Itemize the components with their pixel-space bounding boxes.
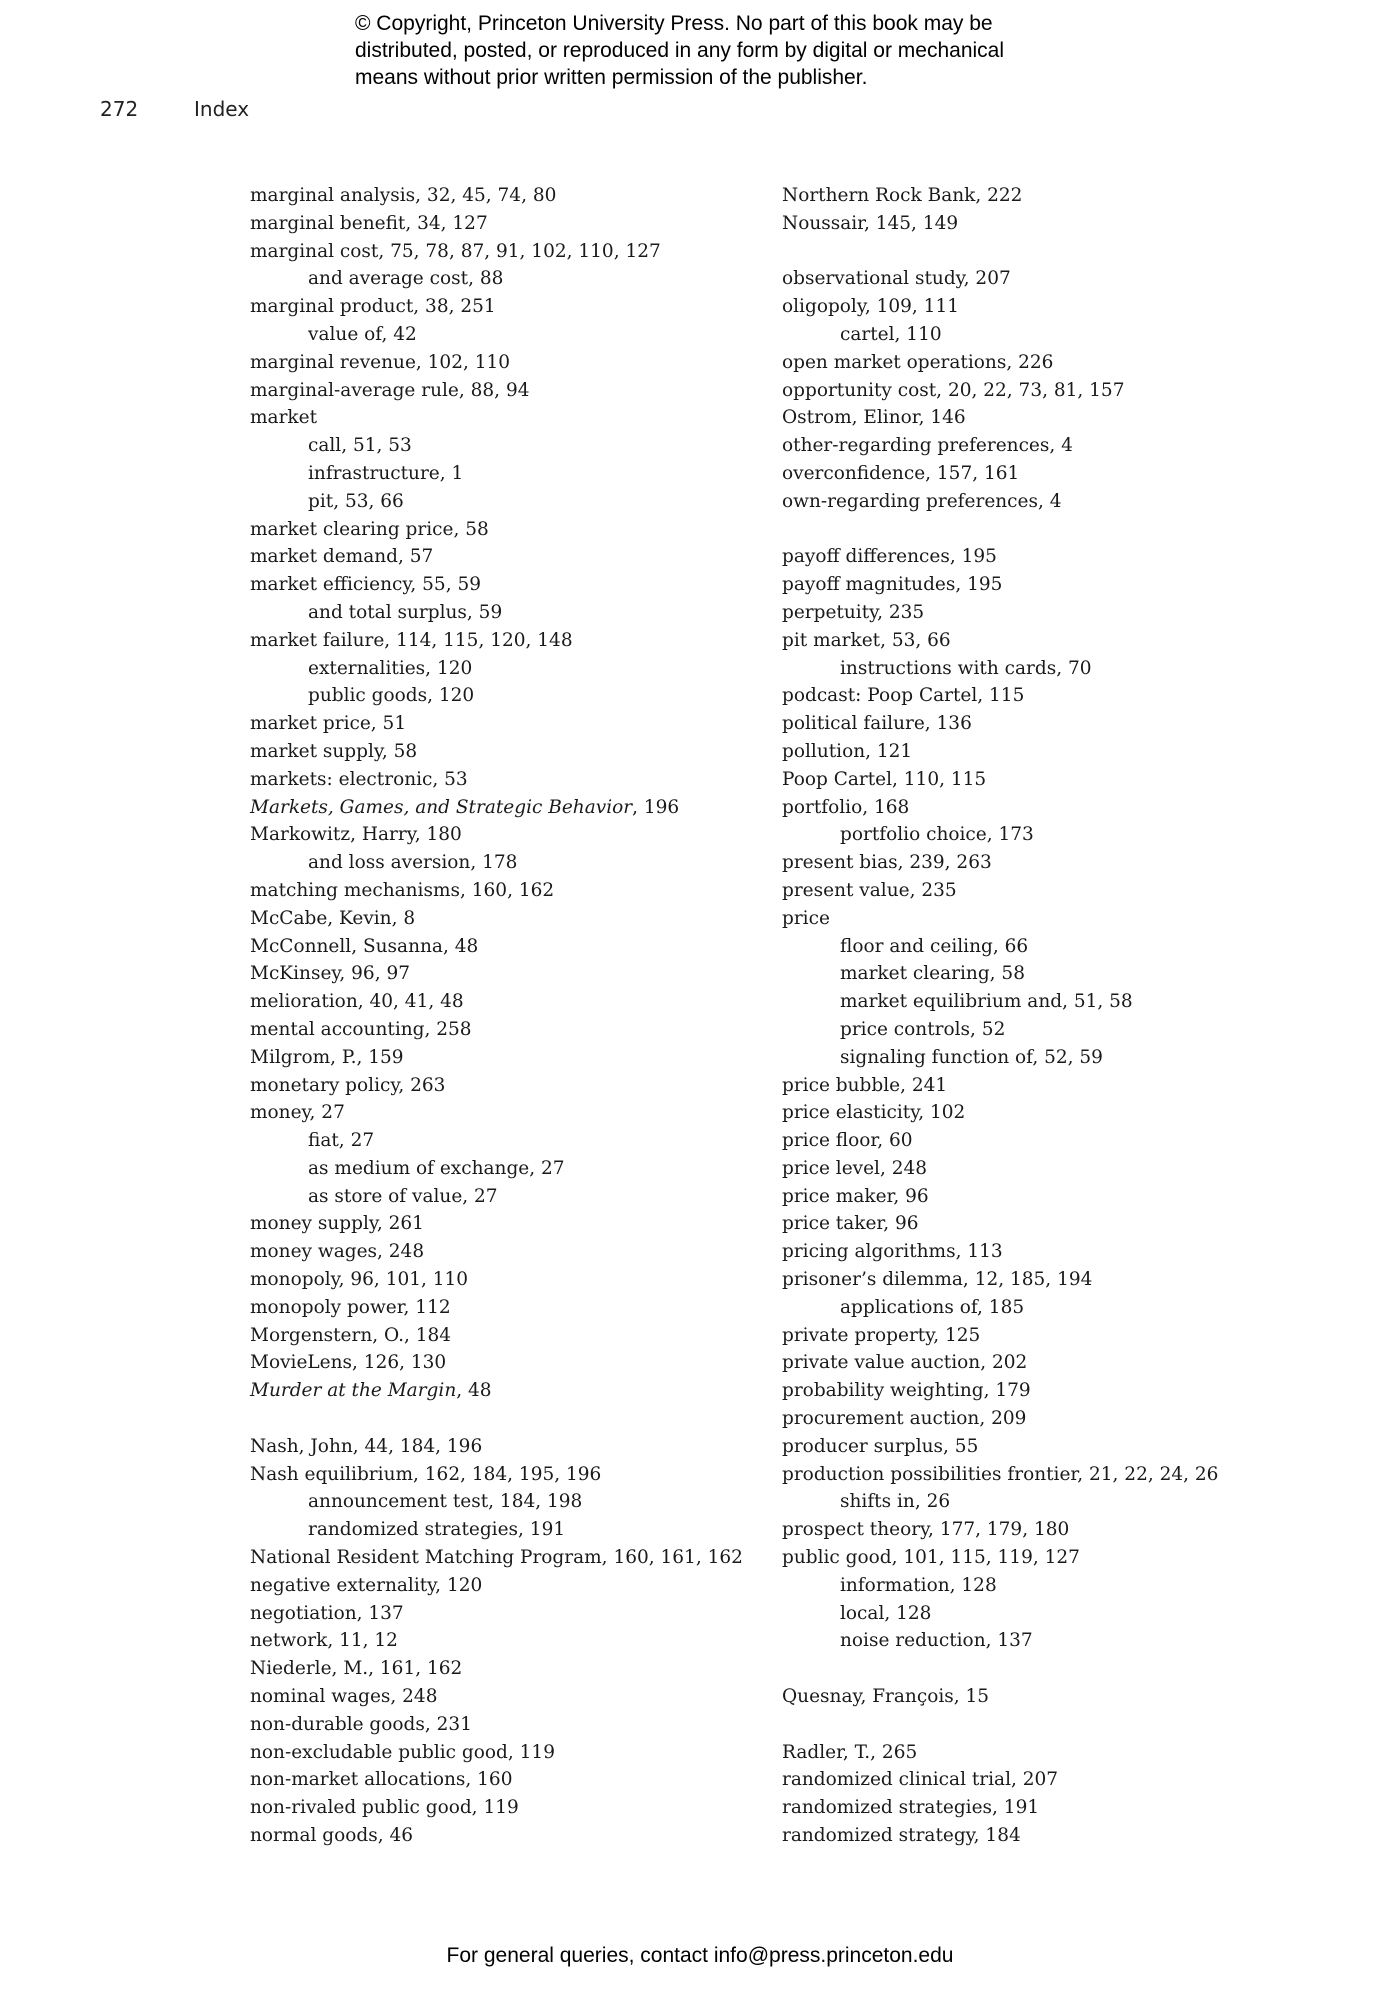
index-entry: matching mechanisms, 160, 162: [250, 879, 555, 901]
index-entry: market clearing price, 58: [250, 518, 489, 540]
index-entry: Poop Cartel, 110, 115: [782, 768, 987, 790]
index-entry: perpetuity, 235: [782, 601, 925, 623]
index-entry: MovieLens, 126, 130: [250, 1352, 447, 1374]
copyright-line: distributed, posted, or reproduced in any form by digital or mechanical: [355, 39, 1005, 62]
index-entry: Nash, John, 44, 184, 196: [250, 1435, 483, 1457]
index-entry: own-regarding preferences, 4: [782, 490, 1062, 512]
index-entry: money, 27: [250, 1102, 345, 1124]
index-entry: podcast: Poop Cartel, 115: [782, 685, 1025, 707]
index-entry: pit market, 53, 66: [782, 629, 951, 651]
index-entry: Ostrom, Elinor, 146: [782, 407, 966, 429]
index-spacer: [782, 238, 1342, 266]
index-entry: non-durable goods, 231: [250, 1713, 472, 1735]
index-entry: mental accounting, 258: [250, 1018, 472, 1040]
index-entry: nominal wages, 248: [250, 1686, 438, 1708]
index-entry: prospect theory, 177, 179, 180: [782, 1519, 1070, 1541]
index-entry: McKinsey, 96, 97: [250, 963, 410, 985]
index-entry: marginal benefit, 34, 127: [250, 212, 488, 234]
index-entry: market failure, 114, 115, 120, 148: [250, 629, 573, 651]
index-entry: marginal-average rule, 88, 94: [250, 379, 530, 401]
index-entry: present bias, 239, 263: [782, 852, 992, 874]
index-subentry: floor and ceiling, 66: [840, 935, 1029, 957]
index-entry: normal goods, 46: [250, 1825, 414, 1847]
index-entry: overconfidence, 157, 161: [782, 462, 1020, 484]
index-entry: money wages, 248: [250, 1241, 425, 1263]
index-entry: Milgrom, P., 159: [250, 1046, 404, 1068]
index-entry: market price, 51: [250, 713, 407, 735]
index-entry: portfolio, 168: [782, 796, 910, 818]
index-subentry: signaling function of, 52, 59: [840, 1046, 1103, 1068]
index-entry: melioration, 40, 41, 48: [250, 991, 464, 1013]
index-column-left: [250, 182, 810, 1850]
index-subentry: and total surplus, 59: [308, 601, 503, 623]
index-entry: Noussair, 145, 149: [782, 212, 959, 234]
index-entry: non-excludable public good, 119: [250, 1741, 555, 1763]
index-entry: McCabe, Kevin, 8: [250, 907, 416, 929]
index-entry: Markowitz, Harry, 180: [250, 824, 462, 846]
index-entry: production possibilities frontier, 21, 22, 24, 26: [782, 1463, 1219, 1485]
index-subentry: shifts in, 26: [840, 1491, 951, 1513]
index-entry: marginal revenue, 102, 110: [250, 351, 511, 373]
index-entry: market supply, 58: [250, 740, 418, 762]
index-subentry: fiat, 27: [308, 1130, 375, 1152]
index-entry: political failure, 136: [782, 713, 972, 735]
index-entry: marginal product, 38, 251: [250, 296, 496, 318]
index-entry: other-regarding preferences, 4: [782, 435, 1073, 457]
index-entry: Quesnay, François, 15: [782, 1686, 990, 1708]
index-entry: money supply, 261: [250, 1213, 424, 1235]
index-entry: open market operations, 226: [782, 351, 1054, 373]
index-entry: markets: electronic, 53: [250, 768, 468, 790]
index-entry: price level, 248: [782, 1157, 928, 1179]
index-entry: marginal cost, 75, 78, 87, 91, 102, 110, 127: [250, 240, 661, 262]
index-spacer: [782, 1711, 1342, 1739]
index-entry: producer surplus, 55: [782, 1435, 979, 1457]
index-subentry: market clearing, 58: [840, 963, 1025, 985]
index-entry: price bubble, 241: [782, 1074, 948, 1096]
index-entry: randomized strategy, 184: [782, 1825, 1021, 1847]
index-subentry: noise reduction, 137: [840, 1630, 1033, 1652]
index-subentry: call, 51, 53: [308, 435, 412, 457]
index-entry: public good, 101, 115, 119, 127: [782, 1547, 1080, 1569]
index-entry: marginal analysis, 32, 45, 74, 80: [250, 185, 557, 206]
index-column-right: [782, 182, 1342, 1850]
index-entry: monopoly, 96, 101, 110: [250, 1269, 469, 1291]
index-subentry: announcement test, 184, 198: [308, 1491, 583, 1513]
index-subentry: market equilibrium and, 51, 58: [840, 991, 1133, 1013]
index-subentry: portfolio choice, 173: [840, 824, 1034, 846]
index-entry: [250, 1377, 810, 1405]
index-entry-title: Markets, Games, and Strategic Behavior: [250, 796, 633, 818]
index-subentry: cartel, 110: [840, 323, 942, 345]
index-entry: monopoly power, 112: [250, 1296, 451, 1318]
index-subentry: public goods, 120: [308, 685, 475, 707]
index-spacer: [250, 1405, 810, 1433]
index-entry: McConnell, Susanna, 48: [250, 935, 479, 957]
index-subentry: externalities, 120: [308, 657, 473, 679]
index-entry: Morgenstern, O., 184: [250, 1324, 452, 1346]
index-entry: randomized clinical trial, 207: [782, 1769, 1059, 1791]
index-subentry: as medium of exchange, 27: [308, 1157, 565, 1179]
index-entry-title: Murder at the Margin: [250, 1380, 457, 1402]
index-entry: National Resident Matching Program, 160, 161, 162: [250, 1547, 743, 1569]
index-entry: price maker, 96: [782, 1185, 929, 1207]
index-entry: private value auction, 202: [782, 1352, 1028, 1374]
index-entry: opportunity cost, 20, 22, 73, 81, 157: [782, 379, 1125, 401]
index-subentry: instructions with cards, 70: [840, 657, 1092, 679]
index-entry: market: [250, 407, 318, 429]
index-entry: monetary policy, 263: [250, 1074, 446, 1096]
index-entry-pages: , 48: [456, 1380, 492, 1402]
index-spacer: [782, 516, 1342, 544]
index-entry: price floor, 60: [782, 1130, 913, 1152]
index-subentry: applications of, 185: [840, 1296, 1025, 1318]
index-entry: network, 11, 12: [250, 1630, 398, 1652]
index-subentry: pit, 53, 66: [308, 490, 404, 512]
index-entry: payoff magnitudes, 195: [782, 574, 1003, 596]
index-entry: pricing algorithms, 113: [782, 1241, 1003, 1263]
index-entry: negotiation, 137: [250, 1602, 404, 1624]
copyright-notice: [355, 10, 1115, 91]
index-subentry: and loss aversion, 178: [308, 852, 518, 874]
index-subentry: randomized strategies, 191: [308, 1519, 566, 1541]
index-subentry: and average cost, 88: [308, 268, 504, 290]
index-entry: randomized strategies, 191: [782, 1797, 1040, 1819]
index-subentry: price controls, 52: [840, 1018, 1006, 1040]
index-entry: Niederle, M., 161, 162: [250, 1658, 463, 1680]
index-subentry: infrastructure, 1: [308, 462, 464, 484]
index-entry: non-market allocations, 160: [250, 1769, 513, 1791]
footer-contact: For general queries, contact info@press.princeton.edu: [446, 1944, 954, 1967]
index-subentry: as store of value, 27: [308, 1185, 498, 1207]
index-entry: Northern Rock Bank, 222: [782, 185, 1023, 206]
index-entry: negative externality, 120: [250, 1574, 483, 1596]
index-entry: procurement auction, 209: [782, 1408, 1027, 1430]
index-entry-pages: , 196: [632, 796, 680, 818]
index-spacer: [782, 1655, 1342, 1683]
index-entry: market efficiency, 55, 59: [250, 574, 481, 596]
copyright-line: means without prior written permission of the publisher.: [355, 66, 868, 89]
index-entry: market demand, 57: [250, 546, 434, 568]
index-entry: probability weighting, 179: [782, 1380, 1031, 1402]
index-subentry: information, 128: [840, 1574, 997, 1596]
index-entry: private property, 125: [782, 1324, 981, 1346]
copyright-line: © Copyright, Princeton University Press. No part of this book may be: [355, 12, 993, 35]
index-subentry: value of, 42: [308, 323, 417, 345]
index-entry: prisoner’s dilemma, 12, 185, 194: [782, 1269, 1093, 1291]
index-entry: payoff differences, 195: [782, 546, 997, 568]
index-entry: pollution, 121: [782, 740, 913, 762]
index-subentry: local, 128: [840, 1602, 932, 1624]
running-head: Index: [194, 97, 250, 121]
index-entry: observational study, 207: [782, 268, 1011, 290]
index-entry: Nash equilibrium, 162, 184, 195, 196: [250, 1463, 602, 1485]
page-number: 272: [100, 97, 139, 121]
index-entry: Radler, T., 265: [782, 1741, 918, 1763]
index-entry: oligopoly, 109, 111: [782, 296, 959, 318]
index-entry: price taker, 96: [782, 1213, 919, 1235]
index-entry: price: [782, 907, 830, 929]
index-entry: price elasticity, 102: [782, 1102, 966, 1124]
index-entry: [250, 794, 810, 822]
index-entry: non-rivaled public good, 119: [250, 1797, 519, 1819]
index-entry: present value, 235: [782, 879, 957, 901]
